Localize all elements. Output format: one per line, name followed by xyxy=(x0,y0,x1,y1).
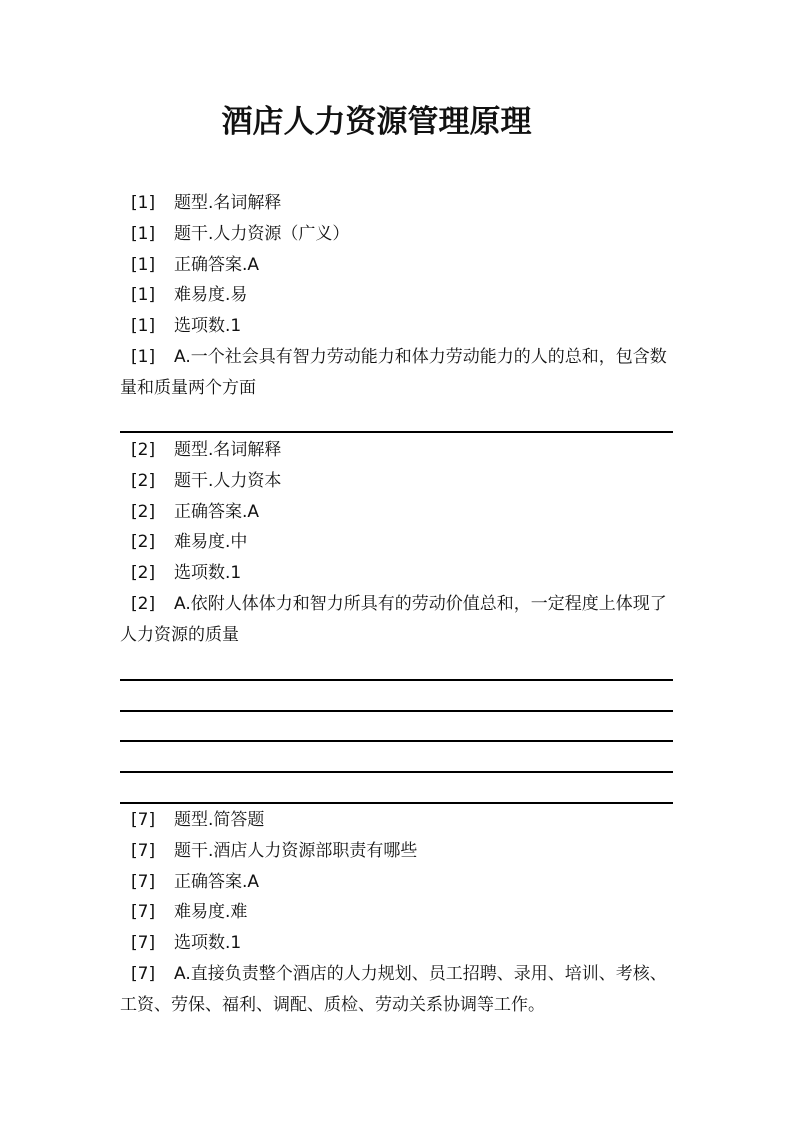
question-row xyxy=(120,928,673,959)
question-row xyxy=(120,497,673,528)
question-row xyxy=(120,867,673,898)
question-number: [2] xyxy=(131,470,156,491)
difficulty: 难易度.易 xyxy=(174,285,248,306)
question-number: [2] xyxy=(131,593,156,614)
question-number: [2] xyxy=(131,501,156,522)
question-row xyxy=(120,527,673,558)
question-row xyxy=(120,311,673,342)
question-block-2 xyxy=(120,435,673,651)
divider xyxy=(120,431,673,433)
question-number: [7] xyxy=(131,840,156,861)
option-a: A.直接负责整个酒店的人力规划、员工招聘、录用、培训、考核、工资、劳保、福利、调配、质检、劳动关系协调等工作。 xyxy=(120,963,667,1015)
question-number: [7] xyxy=(131,963,156,984)
question-type: 题型.名词解释 xyxy=(174,440,282,460)
question-row xyxy=(120,836,673,867)
question-row xyxy=(120,250,673,281)
question-stem: 题干.人力资本 xyxy=(174,470,282,491)
question-row xyxy=(120,280,673,311)
question-number: [1] xyxy=(131,254,156,275)
question-type: 题型.简答题 xyxy=(174,810,265,830)
question-number: [7] xyxy=(131,871,156,892)
question-block-7 xyxy=(120,805,673,1021)
divider xyxy=(120,771,673,773)
question-row xyxy=(120,805,673,836)
question-row xyxy=(120,188,673,219)
question-number: [1] xyxy=(131,346,156,367)
question-block-1 xyxy=(120,188,673,404)
option-a: A.一个社会具有智力劳动能力和体力劳动能力的人的总和，包含数量和质量两个方面 xyxy=(120,346,667,398)
question-row xyxy=(120,435,673,466)
question-number: [1] xyxy=(131,223,156,244)
question-number: [1] xyxy=(131,193,156,213)
question-row xyxy=(120,466,673,497)
question-number: [2] xyxy=(131,440,156,460)
difficulty: 难易度.难 xyxy=(174,902,248,923)
question-type: 题型.名词解释 xyxy=(174,193,282,213)
question-row xyxy=(120,589,673,651)
question-number: [7] xyxy=(131,810,156,830)
option-a: A.依附人体体力和智力所具有的劳动价值总和，一定程度上体现了人力资源的质量 xyxy=(120,593,667,645)
divider xyxy=(120,802,673,804)
question-row xyxy=(120,219,673,250)
divider xyxy=(120,710,673,712)
option-count: 选项数.1 xyxy=(174,316,242,337)
divider xyxy=(120,679,673,681)
question-row xyxy=(120,959,673,1021)
option-count: 选项数.1 xyxy=(174,563,242,584)
question-stem: 题干.酒店人力资源部职责有哪些 xyxy=(174,840,418,861)
question-row xyxy=(120,558,673,589)
option-count: 选项数.1 xyxy=(174,933,242,954)
correct-answer: 正确答案.A xyxy=(174,501,260,522)
question-number: [2] xyxy=(131,563,156,584)
question-number: [2] xyxy=(131,532,156,553)
document-title: 酒店人力资源管理原理 xyxy=(221,104,532,140)
correct-answer: 正确答案.A xyxy=(174,871,260,892)
divider xyxy=(120,740,673,742)
question-row xyxy=(120,342,673,404)
question-number: [1] xyxy=(131,285,156,306)
correct-answer: 正确答案.A xyxy=(174,254,260,275)
question-number: [7] xyxy=(131,902,156,923)
question-number: [7] xyxy=(131,933,156,954)
question-stem: 题干.人力资源（广义） xyxy=(174,223,350,244)
question-number: [1] xyxy=(131,316,156,337)
question-row xyxy=(120,897,673,928)
difficulty: 难易度.中 xyxy=(174,532,248,553)
